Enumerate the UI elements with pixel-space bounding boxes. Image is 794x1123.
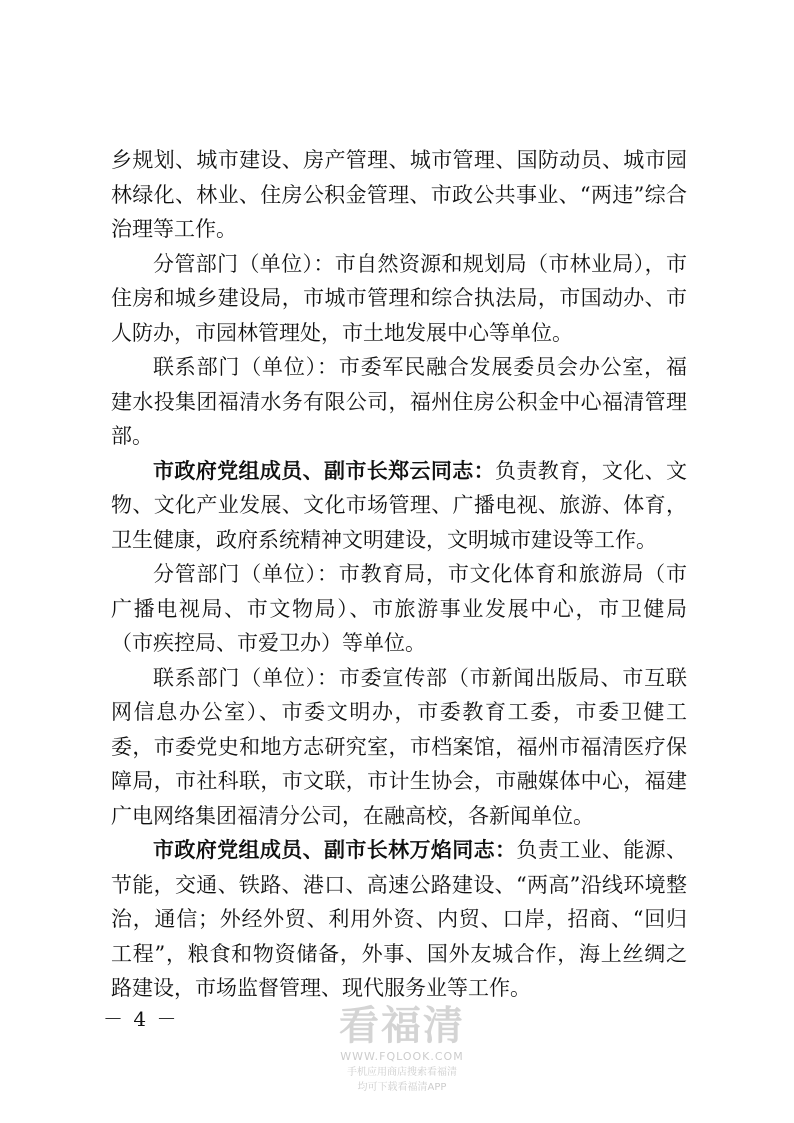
paragraph-text: 联系部门（单位）：市委军民融合发展委员会办公室，福建水投集团福清水务有限公司，福州住房公积金中心福清管理部。 (111, 355, 687, 448)
paragraph-2 (111, 247, 687, 351)
watermark-logo: 看福清 (339, 1003, 465, 1049)
paragraph-lead: 市政府党组成员、副市长郑云同志： (153, 458, 495, 483)
paragraph-3 (111, 350, 687, 454)
watermark (322, 1003, 482, 1095)
watermark-url: WWW.FQLOOK.COM (340, 1050, 464, 1063)
paragraph-text: 分管部门（单位）：市自然资源和规划局（市林业局），市住房和城乡建设局，市城市管理和综合执法局，市国动办、市人防办，市园林管理处，市土地发展中心等单位。 (111, 251, 687, 345)
paragraph-lead: 市政府党组成员、副市长林万焰同志： (153, 838, 517, 862)
paragraph-text: 负责教育，文化、文物、文化产业发展、文化市场管理、广播电视、旅游、体育，卫生健康，政府系统精神文明建设，文明城市建设等工作。 (111, 458, 687, 552)
paragraph-7 (111, 833, 687, 1006)
paragraph-5 (111, 557, 687, 661)
watermark-line-1: 手机应用商店搜索看福清 (347, 1067, 457, 1078)
document-body (111, 143, 687, 1006)
page-number: － 4 － (103, 1007, 179, 1031)
paragraph-6 (111, 661, 687, 834)
paragraph-4 (111, 454, 687, 558)
paragraph-text: 负责工业、能源、节能，交通、铁路、港口、高速公路建设、“两高”沿线环境整治，通信；外经外贸、利用外资、内贸、口岸，招商、“回归工程”，粮食和物资储备，外事、国外友城合作，海上丝绸之路建设，市场监督管理、现代服务业等工作。 (111, 838, 687, 1000)
paragraph-text: 分管部门（单位）：市教育局，市文化体育和旅游局（市广播电视局、市文物局）、市旅游事业发展中心，市卫健局（市疾控局、市爱卫办）等单位。 (111, 562, 687, 655)
watermark-line-2: 均可下载看福清APP (357, 1082, 447, 1093)
paragraph-text: 联系部门（单位）：市委宣传部（市新闻出版局、市互联网信息办公室）、市委文明办，市委教育工委，市委卫健工委，市委党史和地方志研究室，市档案馆，福州市福清医疗保障局，市社科联，市文联，市计生协会，市融媒体中心，福建广电网络集团福清分公司，在融高校，各新闻单位。 (111, 665, 687, 828)
paragraph-1 (111, 143, 687, 247)
paragraph-text: 乡规划、城市建设、房产管理、城市管理、国防动员、城市园林绿化、林业、住房公积金管理、市政公共事业、“两违”综合治理等工作。 (111, 148, 687, 241)
